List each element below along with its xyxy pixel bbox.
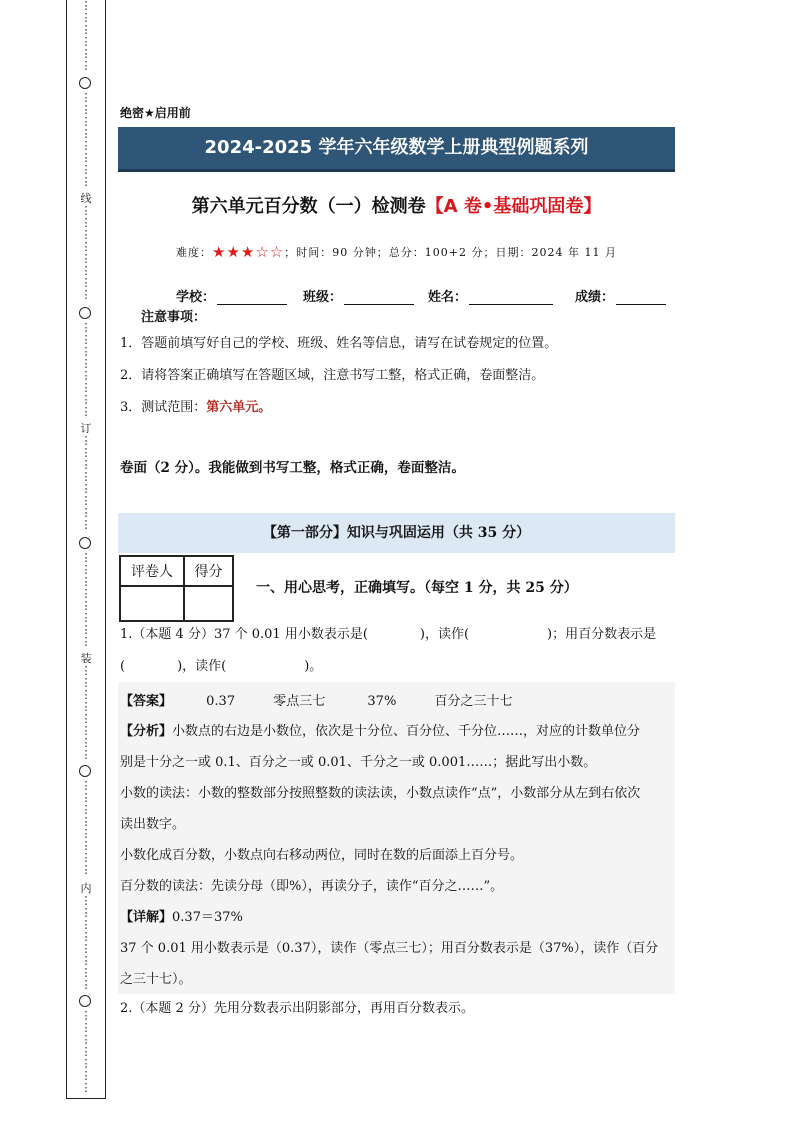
margin-dots: ⋮ xyxy=(80,369,92,382)
note-item-3 xyxy=(120,396,271,415)
star-filled-icon: ★ xyxy=(226,243,241,261)
margin-dots: ⋮ xyxy=(80,139,92,152)
margin-dots: ⋮ xyxy=(80,482,92,495)
margin-dots: ⋮ xyxy=(80,930,92,943)
margin-dots: ⋮ xyxy=(80,151,92,164)
analysis-line-6: 百分数的读法：先读分母（即%），再读分子，读作“百分之……”。 xyxy=(120,879,504,894)
analysis-line-1 xyxy=(120,720,676,739)
margin-dots: ⋮ xyxy=(80,906,92,919)
margin-dots: ⋮ xyxy=(80,611,92,624)
margin-circle-icon xyxy=(79,77,91,89)
margin-dots: ⋮ xyxy=(80,47,92,60)
margin-dots: ⋮ xyxy=(80,1057,92,1070)
margin-dots: ⋮ xyxy=(80,851,92,864)
margin-dots: ⋮ xyxy=(80,724,92,737)
margin-dots: ⋮ xyxy=(80,115,92,128)
class-field[interactable] xyxy=(303,286,414,305)
margin-dots: ⋮ xyxy=(80,803,92,816)
confidential-label: 绝密★启用前 xyxy=(120,106,191,120)
margin-dots: ⋮ xyxy=(80,599,92,612)
margin-dots: ⋮ xyxy=(80,333,92,346)
reviewer-cell[interactable] xyxy=(120,586,184,621)
analysis-line-3: 小数的读法：小数的整数部分按照整数的读法读，小数点读作“点”，小数部分从左到右依次 xyxy=(120,786,641,801)
margin-dots: ⋮ xyxy=(80,748,92,761)
difficulty-stars xyxy=(212,243,285,261)
margin-dots: ⋮ xyxy=(80,103,92,116)
class-label: 班级： xyxy=(303,290,343,305)
margin-circle-icon xyxy=(79,307,91,319)
margin-dots: ⋮ xyxy=(80,736,92,749)
score-header: 得分 xyxy=(184,556,233,586)
margin-dots: ⋮ xyxy=(80,175,92,188)
student-info-row xyxy=(118,286,675,305)
star-empty-icon: ☆ xyxy=(269,243,285,261)
margin-dots: ⋮ xyxy=(80,623,92,636)
analysis-label: 【分析】 xyxy=(120,724,173,739)
margin-circle-icon xyxy=(79,995,91,1007)
detail-line-2: 37 个 0.01 用小数表示是（0.37），读作（零点三七）；用百分数表示是（37%），读作（百分 xyxy=(120,941,659,956)
margin-circle-icon xyxy=(79,537,91,549)
star-filled-icon: ★ xyxy=(212,243,227,261)
answer-value-4: 百分之三十七 xyxy=(434,694,513,709)
exam-meta-details: ；时间：90 分钟；总分：100+2 分；日期：2024 年 11 月 xyxy=(284,246,617,259)
school-field[interactable] xyxy=(176,286,287,305)
neatness-statement: 卷面（2 分）。我能做到书写工整，格式正确，卷面整洁。 xyxy=(120,460,465,476)
binding-margin-marks xyxy=(67,0,105,1098)
margin-dots: ⋮ xyxy=(80,0,92,12)
margin-dots: ⋮ xyxy=(80,664,92,677)
exam-meta xyxy=(118,243,675,261)
note-item-1: 1．答题前填写好自己的学校、班级、姓名等信息，请写在试卷规定的位置。 xyxy=(120,336,558,351)
margin-dots: ⋮ xyxy=(80,839,92,852)
margin-dots: ⋮ xyxy=(80,700,92,713)
margin-dots: ⋮ xyxy=(80,276,92,289)
margin-dots: ⋮ xyxy=(80,863,92,876)
margin-dots: ⋮ xyxy=(80,575,92,588)
margin-dots: ⋮ xyxy=(80,264,92,277)
margin-dots: ⋮ xyxy=(80,357,92,370)
name-field[interactable] xyxy=(428,286,553,305)
margin-dots: ⋮ xyxy=(80,216,92,229)
margin-dots: ⋮ xyxy=(80,393,92,406)
margin-dots: ⋮ xyxy=(80,815,92,828)
name-blank[interactable] xyxy=(469,290,553,305)
margin-dots: ⋮ xyxy=(80,345,92,358)
margin-dots: ⋮ xyxy=(80,954,92,967)
margin-dots: ⋮ xyxy=(80,506,92,519)
margin-dots: ⋮ xyxy=(80,405,92,418)
score-label: 成绩： xyxy=(575,290,615,305)
margin-dots: ⋮ xyxy=(80,1069,92,1082)
detail-text-1: 0.37＝37% xyxy=(172,910,243,925)
series-banner: 2024-2025 学年六年级数学上册典型例题系列 xyxy=(118,127,675,172)
margin-dots: ⋮ xyxy=(80,446,92,459)
margin-char: 内 xyxy=(80,882,92,895)
margin-dots: ⋮ xyxy=(80,252,92,265)
margin-dots: ⋮ xyxy=(80,1033,92,1046)
analysis-line-5: 小数化成百分数，小数点向右移动两位，同时在数的后面添上百分号。 xyxy=(120,848,524,863)
margin-dots: ⋮ xyxy=(80,288,92,301)
margin-dots: ⋮ xyxy=(80,712,92,725)
detail-label: 【详解】 xyxy=(120,910,173,925)
question-1-line-1: 1.（本题 4 分）37 个 0.01 用小数表示是( )，读作( )；用百分数表示是 xyxy=(120,627,657,642)
star-filled-icon: ★ xyxy=(240,243,256,261)
margin-dots: ⋮ xyxy=(80,791,92,804)
score-table xyxy=(119,555,234,622)
margin-dots: ⋮ xyxy=(80,1081,92,1094)
margin-char: 线 xyxy=(80,192,92,205)
margin-dots: ⋮ xyxy=(80,163,92,176)
margin-dots: ⋮ xyxy=(80,779,92,792)
detail-line-3: 之三十七）。 xyxy=(120,972,192,987)
answer-value-3: 37% xyxy=(367,694,397,709)
answer-value-2: 零点三七 xyxy=(273,694,326,709)
margin-dots: ⋮ xyxy=(80,240,92,253)
margin-dots: ⋮ xyxy=(80,518,92,531)
reviewer-header: 评卷人 xyxy=(120,556,184,586)
notes-heading: 注意事项： xyxy=(141,310,207,325)
margin-dots: ⋮ xyxy=(80,434,92,447)
binding-margin xyxy=(66,0,106,1099)
note-item-3-scope: 第六单元。 xyxy=(206,400,272,415)
margin-dots: ⋮ xyxy=(80,35,92,48)
class-blank[interactable] xyxy=(344,290,414,305)
margin-char: 装 xyxy=(80,652,92,665)
exam-title-main: 第六单元百分数（一）检测卷 xyxy=(191,196,426,217)
margin-dots: ⋮ xyxy=(80,11,92,24)
part1-header: 【第一部分】知识与巩固运用（共 35 分） xyxy=(118,513,675,553)
note-item-2: 2．请将答案正确填写在答题区域，注意书写工整，格式正确，卷面整洁。 xyxy=(120,368,545,383)
margin-dots: ⋮ xyxy=(80,676,92,689)
margin-dots: ⋮ xyxy=(80,894,92,907)
answer-line xyxy=(120,690,676,709)
margin-dots: ⋮ xyxy=(80,458,92,471)
margin-dots: ⋮ xyxy=(80,978,92,991)
margin-dots: ⋮ xyxy=(80,204,92,217)
note-item-3-prefix: 3．测试范围： xyxy=(120,400,207,415)
score-blank[interactable] xyxy=(616,290,666,305)
question-2: 2.（本题 2 分）先用分数表示出阴影部分，再用百分数表示。 xyxy=(120,1001,474,1016)
margin-dots: ⋮ xyxy=(80,551,92,564)
analysis-line-2: 别是十分之一或 0.1、百分之一或 0.01、千分之一或 0.001……；据此写出小数。 xyxy=(120,755,597,770)
star-empty-icon: ☆ xyxy=(255,243,270,261)
section1-heading: 一、用心思考，正确填写。（每空 1 分，共 25 分） xyxy=(256,580,578,596)
margin-dots: ⋮ xyxy=(80,494,92,507)
margin-dots: ⋮ xyxy=(80,966,92,979)
exam-title xyxy=(118,192,675,218)
margin-char: 订 xyxy=(80,422,92,435)
answer-label: 【答案】 xyxy=(120,694,173,709)
margin-dots: ⋮ xyxy=(80,127,92,140)
margin-dots: ⋮ xyxy=(80,1045,92,1058)
question-1-line-2: ( )，读作( )。 xyxy=(120,659,323,674)
answer-value-1: 0.37 xyxy=(206,694,236,709)
margin-dots: ⋮ xyxy=(80,470,92,483)
name-label: 姓名： xyxy=(428,290,468,305)
score-cell[interactable] xyxy=(184,586,233,621)
margin-dots: ⋮ xyxy=(80,23,92,36)
margin-dots: ⋮ xyxy=(80,635,92,648)
margin-dots: ⋮ xyxy=(80,587,92,600)
score-field[interactable] xyxy=(575,286,666,305)
difficulty-label: 难度： xyxy=(176,246,213,259)
school-label: 学校： xyxy=(176,290,216,305)
detail-line-1 xyxy=(120,906,676,925)
margin-dots: ⋮ xyxy=(80,918,92,931)
school-blank[interactable] xyxy=(217,290,287,305)
margin-dots: ⋮ xyxy=(80,59,92,72)
margin-circle-icon xyxy=(79,765,91,777)
margin-dots: ⋮ xyxy=(80,827,92,840)
margin-dots: ⋮ xyxy=(80,91,92,104)
margin-dots: ⋮ xyxy=(80,228,92,241)
margin-dots: ⋮ xyxy=(80,942,92,955)
margin-dots: ⋮ xyxy=(80,1009,92,1022)
margin-dots: ⋮ xyxy=(80,381,92,394)
analysis-text-1: 小数点的右边是小数位，依次是十分位、百分位、千分位……，对应的计数单位分 xyxy=(172,724,641,739)
analysis-line-4: 读出数字。 xyxy=(120,817,186,832)
exam-title-volume: 【A 卷•基础巩固卷】 xyxy=(425,196,602,217)
margin-dots: ⋮ xyxy=(80,321,92,334)
margin-dots: ⋮ xyxy=(80,1021,92,1034)
margin-dots: ⋮ xyxy=(80,688,92,701)
margin-dots: ⋮ xyxy=(80,563,92,576)
